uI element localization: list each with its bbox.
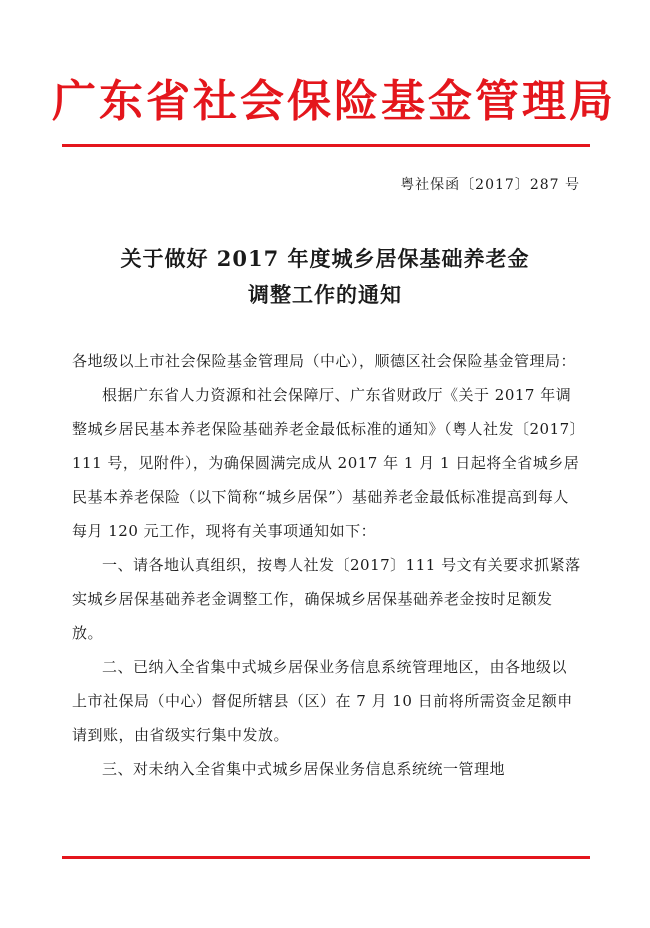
body-paragraph: 二、已纳入全省集中式城乡居保业务信息系统管理地区，由各地级以上市社保局（中心）督促所辖县（区）在 7 月 10 日前将所需资金足额申请到账，由省级实行集中发放。	[72, 658, 573, 744]
body-paragraph: 根据广东省人力资源和社会保障厅、广东省财政厅《关于 2017 年调整城乡居民基本养老保险基础养老金最低标准的通知》（粤人社发〔2017〕111 号，见附件），为确保圆满完成从 2017 年 1 月 1 日起将全省城乡居民基本养老保险（以下简称“城乡居保”）基础养老金最低标准提高到每人每月 120 元工作，现将有关事项通知如下：	[72, 386, 580, 540]
document-title-line-1: 关于做好 2017 年度城乡居保基础养老金	[120, 246, 530, 271]
salutation: 各地级以上市社会保险基金管理局（中心），顺德区社会保险基金管理局：	[72, 352, 577, 370]
body-paragraph: 一、请各地认真组织，按粤人社发〔2017〕111 号文有关要求抓紧落实城乡居保基础养老金调整工作，确保城乡居保基础养老金按时足额发放。	[72, 556, 581, 642]
document-body	[72, 344, 582, 786]
agency-letterhead: 广东省社会保险基金管理局	[52, 76, 616, 127]
footer-red-rule	[62, 856, 590, 859]
document-number: 粤社保函〔2017〕287 号	[400, 177, 580, 193]
document-title-line-2: 调整工作的通知	[248, 282, 402, 307]
letterhead-red-rule	[62, 144, 590, 147]
body-paragraph: 三、对未纳入全省集中式城乡居保业务信息系统统一管理地	[102, 760, 506, 778]
